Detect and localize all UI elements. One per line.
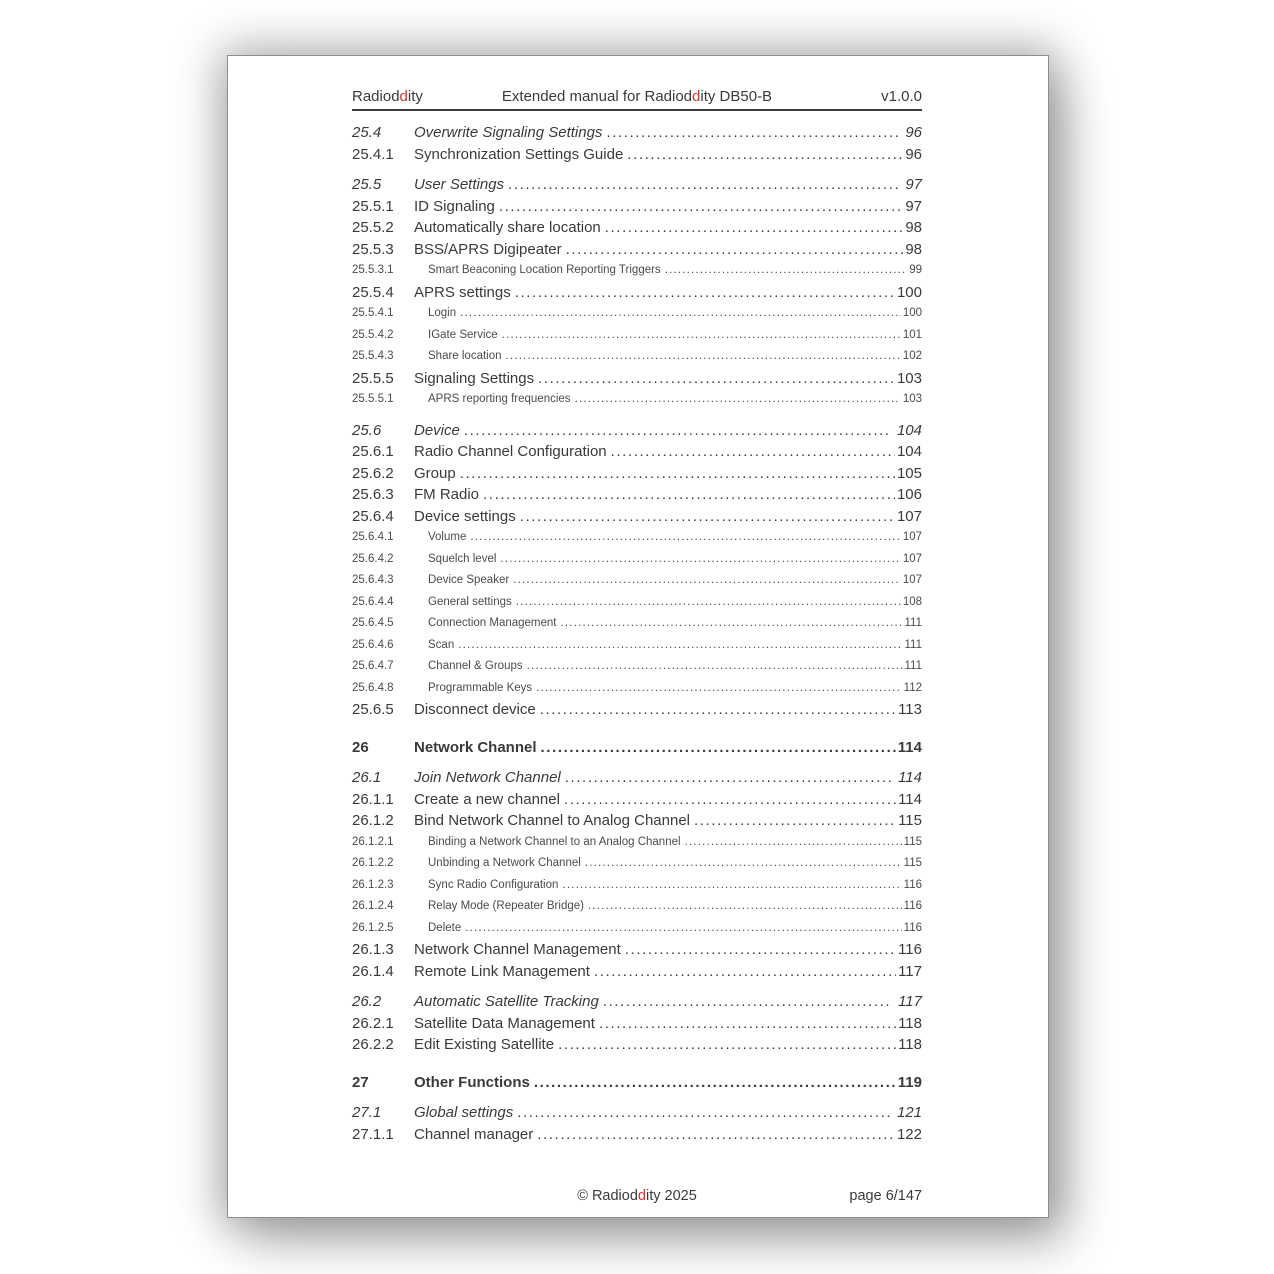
toc-entry-title: Satellite Data Management bbox=[414, 1014, 595, 1032]
toc-entry-number: 25.6.4.4 bbox=[352, 595, 394, 608]
toc-entry-page: 103 bbox=[902, 393, 922, 405]
toc-entry[interactable] bbox=[352, 1124, 922, 1146]
toc-entry-page: 114 bbox=[898, 769, 922, 786]
toc-entry-title: Other Functions bbox=[414, 1073, 530, 1091]
toc-entry-title: IGate Service bbox=[428, 328, 498, 341]
toc-entry-page: 105 bbox=[896, 464, 922, 482]
toc-entry-number: 25.6.4.6 bbox=[352, 638, 394, 651]
toc-entry-title: Login bbox=[428, 307, 457, 319]
toc-entry-title: Remote Link Management bbox=[414, 962, 590, 980]
toc-entry-title: Programmable Keys bbox=[428, 681, 533, 694]
dot-leader bbox=[508, 174, 899, 196]
toc-entry[interactable] bbox=[352, 896, 922, 918]
toc-entry-number: 25.5.4.3 bbox=[352, 350, 394, 362]
toc-entry-page: 115 bbox=[898, 812, 922, 829]
toc-entry-page: 107 bbox=[902, 531, 922, 543]
toc-entry-title: Delete bbox=[428, 921, 462, 934]
toc-entry-page: 104 bbox=[896, 443, 922, 460]
dot-leader bbox=[561, 613, 903, 635]
dot-leader bbox=[575, 389, 901, 411]
toc-entry-number: 25.5.5 bbox=[352, 369, 394, 387]
page-header bbox=[352, 56, 922, 111]
copyright-text bbox=[577, 1187, 697, 1206]
toc-entry-page: 117 bbox=[898, 962, 922, 980]
toc-entry-page: 121 bbox=[896, 1104, 922, 1121]
toc-entry-number: 26.1.1 bbox=[352, 790, 394, 808]
dot-leader bbox=[564, 789, 896, 811]
toc-entry-number: 26.1.3 bbox=[352, 941, 394, 958]
toc-entry-number: 27.1.1 bbox=[352, 1125, 394, 1143]
dot-leader bbox=[558, 1034, 896, 1056]
dot-leader bbox=[565, 767, 892, 789]
toc-entry-title: Unbinding a Network Channel bbox=[428, 857, 581, 869]
dot-leader bbox=[594, 961, 896, 983]
toc-entry-number: 25.6.3 bbox=[352, 486, 394, 503]
dot-leader bbox=[537, 1124, 895, 1146]
dot-leader bbox=[603, 991, 892, 1013]
toc-entry-page: 104 bbox=[896, 421, 922, 439]
toc-entry-title: Automatically share location bbox=[414, 219, 601, 236]
toc-entry-title: Signaling Settings bbox=[414, 369, 535, 387]
toc-entry-title: Share location bbox=[428, 350, 502, 362]
toc-entry[interactable] bbox=[352, 875, 922, 897]
toc-entry[interactable] bbox=[352, 441, 922, 463]
toc-entry-title: Radio Channel Configuration bbox=[414, 443, 607, 460]
toc-entry-number: 25.4 bbox=[352, 124, 382, 141]
dot-leader bbox=[513, 570, 901, 592]
copyright-accent: d bbox=[637, 1188, 646, 1204]
copyright-pre: © Radiod bbox=[577, 1188, 638, 1204]
toc-entry-page: 101 bbox=[902, 328, 922, 341]
toc-entry-title: Automatic Satellite Tracking bbox=[414, 993, 599, 1010]
dot-leader bbox=[625, 939, 896, 961]
dot-leader bbox=[527, 656, 903, 678]
toc-entry-title: Scan bbox=[428, 638, 455, 651]
toc-entry-title: Binding a Network Channel to an Analog Channel bbox=[428, 835, 681, 848]
toc-entry[interactable] bbox=[352, 991, 922, 1013]
toc-entry[interactable] bbox=[352, 592, 922, 614]
toc-entry[interactable] bbox=[352, 832, 922, 854]
toc-entry-page: 115 bbox=[903, 835, 922, 848]
toc-entry[interactable] bbox=[352, 196, 922, 218]
brand-text-post: ity bbox=[407, 88, 423, 105]
toc-entry-number: 25.6 bbox=[352, 421, 382, 439]
toc-entry[interactable] bbox=[352, 939, 922, 961]
toc-entry[interactable] bbox=[352, 368, 922, 390]
dot-leader bbox=[464, 420, 891, 442]
toc-entry[interactable] bbox=[352, 484, 922, 506]
dot-leader bbox=[520, 506, 895, 528]
toc-entry-title: Disconnect device bbox=[414, 701, 536, 718]
toc-entry[interactable] bbox=[352, 656, 922, 678]
dot-leader bbox=[516, 592, 901, 614]
toc-entry-number: 26.1.2.5 bbox=[352, 921, 394, 934]
toc-entry-number: 25.6.4.7 bbox=[352, 660, 394, 672]
toc-entry-title: Edit Existing Satellite bbox=[414, 1036, 555, 1053]
toc-entry-page: 97 bbox=[905, 197, 922, 215]
toc-entry-page: 114 bbox=[897, 738, 922, 756]
page-number-indicator: page 6/147 bbox=[849, 1188, 922, 1204]
toc-entry-title: Device Speaker bbox=[428, 574, 510, 586]
dot-leader bbox=[685, 832, 902, 854]
toc-entry-title: Smart Beaconing Location Reporting Triggers bbox=[428, 264, 661, 276]
toc-entry-page: 111 bbox=[904, 660, 922, 672]
toc-entry[interactable] bbox=[352, 570, 922, 592]
toc-entry-number: 25.5.4.1 bbox=[352, 307, 394, 319]
toc-entry[interactable] bbox=[352, 174, 922, 196]
toc-entry-number: 26.2.2 bbox=[352, 1036, 394, 1053]
toc-entry-number: 26.1.4 bbox=[352, 962, 394, 980]
toc-entry-title: Global settings bbox=[414, 1104, 514, 1121]
toc-entry[interactable] bbox=[352, 217, 922, 239]
toc-entry[interactable] bbox=[352, 810, 922, 832]
toc-entry-page: 100 bbox=[896, 283, 922, 301]
toc-entry[interactable] bbox=[352, 789, 922, 811]
toc-entry-page: 119 bbox=[897, 1073, 922, 1091]
toc-entry-title: User Settings bbox=[414, 176, 505, 193]
toc-entry-number: 25.6.4 bbox=[352, 507, 394, 525]
toc-entry-page: 98 bbox=[905, 240, 922, 258]
toc-entry-title: Volume bbox=[428, 531, 467, 543]
toc-entry-page: 116 bbox=[898, 941, 922, 958]
dot-leader bbox=[460, 463, 895, 485]
toc-entry-number: 25.4.1 bbox=[352, 145, 394, 163]
toc-entry-title: Connection Management bbox=[428, 617, 557, 629]
toc-entry-page: 99 bbox=[909, 264, 922, 276]
toc-entry-title: Relay Mode (Repeater Bridge) bbox=[428, 900, 584, 912]
toc-entry-number: 26.1.2.1 bbox=[352, 835, 394, 848]
dot-leader bbox=[536, 678, 901, 700]
toc-entry[interactable] bbox=[352, 122, 922, 144]
toc-entry-number: 26.1.2.3 bbox=[352, 878, 394, 891]
toc-entry[interactable] bbox=[352, 389, 922, 411]
toc-entry-title: Device settings bbox=[414, 507, 516, 525]
toc-entry-page: 111 bbox=[904, 617, 922, 629]
brand-text-pre: Radiod bbox=[352, 88, 400, 105]
dot-leader bbox=[606, 122, 899, 144]
toc-entry[interactable] bbox=[352, 1013, 922, 1035]
toc-entry[interactable] bbox=[352, 506, 922, 528]
toc-entry-number: 25.6.5 bbox=[352, 701, 394, 718]
dot-leader bbox=[470, 527, 900, 549]
toc-entry[interactable] bbox=[352, 678, 922, 700]
dot-leader bbox=[627, 144, 903, 166]
toc-entry-number: 26 bbox=[352, 738, 369, 756]
dot-leader bbox=[585, 853, 902, 875]
toc-entry-number: 25.6.4.2 bbox=[352, 552, 394, 565]
toc-entry[interactable] bbox=[352, 325, 922, 347]
dot-leader bbox=[515, 282, 895, 304]
toc-entry-title: Device bbox=[414, 421, 460, 439]
toc-entry-title: Network Channel bbox=[414, 738, 537, 756]
toc-entry[interactable] bbox=[352, 239, 922, 261]
dot-leader bbox=[541, 737, 896, 759]
toc-entry-number: 25.6.4.1 bbox=[352, 531, 394, 543]
dot-leader bbox=[499, 196, 903, 218]
toc-entry[interactable] bbox=[352, 918, 922, 940]
toc-entry-number: 26.2 bbox=[352, 993, 382, 1010]
toc-entry-number: 25.5.1 bbox=[352, 197, 394, 215]
toc-entry-title: Group bbox=[414, 464, 456, 482]
toc-entry-page: 103 bbox=[896, 369, 922, 387]
dot-leader bbox=[611, 441, 895, 463]
toc-entry-title: Channel manager bbox=[414, 1125, 534, 1143]
toc-entry-title: Join Network Channel bbox=[414, 769, 561, 786]
toc-entry-page: 122 bbox=[896, 1125, 922, 1143]
toc-entry-title: Overwrite Signaling Settings bbox=[414, 124, 603, 141]
dot-leader bbox=[483, 484, 895, 506]
dot-leader bbox=[506, 346, 901, 368]
toc-entry-number: 25.5.4.2 bbox=[352, 328, 394, 341]
toc-entry[interactable] bbox=[352, 282, 922, 304]
toc-entry-page: 96 bbox=[905, 124, 922, 141]
toc-entry-number: 26.1.2.4 bbox=[352, 900, 394, 912]
toc-entry[interactable] bbox=[352, 1034, 922, 1056]
dot-leader bbox=[588, 896, 902, 918]
toc-entry-number: 27.1 bbox=[352, 1104, 382, 1121]
toc-entry-page: 116 bbox=[903, 900, 922, 912]
toc-entry[interactable] bbox=[352, 853, 922, 875]
toc-entry-title: APRS reporting frequencies bbox=[428, 393, 571, 405]
dot-leader bbox=[665, 260, 908, 282]
toc-entry-title: BSS/APRS Digipeater bbox=[414, 240, 562, 258]
toc-entry-title: Sync Radio Configuration bbox=[428, 878, 559, 891]
dot-leader bbox=[562, 875, 901, 897]
toc-entry[interactable] bbox=[352, 1072, 922, 1094]
dot-leader bbox=[566, 239, 904, 261]
toc-entry-title: Bind Network Channel to Analog Channel bbox=[414, 812, 691, 829]
copyright-post: ity 2025 bbox=[645, 1188, 697, 1204]
toc-entry-page: 112 bbox=[903, 681, 922, 694]
toc-entry-title: General settings bbox=[428, 595, 512, 608]
toc-entry-title: ID Signaling bbox=[414, 197, 495, 215]
toc-entry-number: 27 bbox=[352, 1073, 369, 1091]
toc-entry[interactable] bbox=[352, 767, 922, 789]
toc-entry-page: 107 bbox=[902, 574, 922, 586]
toc-entry-number: 25.5.3.1 bbox=[352, 264, 394, 276]
toc-list bbox=[352, 111, 922, 1145]
toc-entry-page: 98 bbox=[905, 219, 922, 236]
toc-entry-title: Synchronization Settings Guide bbox=[414, 145, 624, 163]
toc-entry-title: APRS settings bbox=[414, 283, 511, 301]
version-label: v1.0.0 bbox=[881, 88, 922, 105]
toc-entry-number: 25.6.1 bbox=[352, 443, 394, 460]
toc-entry[interactable] bbox=[352, 527, 922, 549]
toc-entry-number: 25.6.4.5 bbox=[352, 617, 394, 629]
toc-entry-page: 118 bbox=[898, 1036, 922, 1053]
toc-entry-number: 25.5.4 bbox=[352, 283, 394, 301]
dot-leader bbox=[517, 1102, 891, 1124]
dot-leader bbox=[502, 325, 901, 347]
toc-entry-page: 115 bbox=[903, 857, 922, 869]
toc-entry[interactable] bbox=[352, 346, 922, 368]
toc-entry-page: 116 bbox=[903, 921, 922, 934]
toc-entry-title: Channel & Groups bbox=[428, 660, 523, 672]
toc-entry-number: 26.1.2 bbox=[352, 812, 394, 829]
dot-leader bbox=[538, 368, 895, 390]
document-page bbox=[227, 55, 1049, 1218]
toc-entry-page: 111 bbox=[904, 638, 922, 651]
toc-entry-number: 25.6.2 bbox=[352, 464, 394, 482]
toc-entry[interactable] bbox=[352, 961, 922, 983]
toc-entry-title: Create a new channel bbox=[414, 790, 560, 808]
toc-entry[interactable] bbox=[352, 635, 922, 657]
toc-entry[interactable] bbox=[352, 699, 922, 721]
document-title bbox=[352, 87, 922, 106]
toc-entry-number: 25.5.5.1 bbox=[352, 393, 394, 405]
toc-entry-title: Network Channel Management bbox=[414, 941, 621, 958]
toc-entry-number: 25.5.2 bbox=[352, 219, 394, 236]
toc-entry[interactable] bbox=[352, 144, 922, 166]
toc-entry-number: 26.1.2.2 bbox=[352, 857, 394, 869]
toc-entry-page: 107 bbox=[896, 507, 922, 525]
toc-entry-page: 108 bbox=[902, 595, 922, 608]
toc-entry[interactable] bbox=[352, 737, 922, 759]
toc-entry[interactable] bbox=[352, 260, 922, 282]
toc-entry[interactable] bbox=[352, 303, 922, 325]
toc-entry-page: 96 bbox=[905, 145, 922, 163]
dot-leader bbox=[694, 810, 896, 832]
dot-leader bbox=[599, 1013, 896, 1035]
toc-entry[interactable] bbox=[352, 549, 922, 571]
toc-entry-page: 100 bbox=[902, 307, 922, 319]
toc-entry-page: 107 bbox=[902, 552, 922, 565]
dot-leader bbox=[540, 699, 896, 721]
document-title-accent: d bbox=[692, 88, 701, 105]
toc-entry-title: FM Radio bbox=[414, 486, 480, 503]
toc-entry-page: 116 bbox=[903, 878, 922, 891]
toc-entry-page: 118 bbox=[898, 1014, 922, 1032]
toc-entry[interactable] bbox=[352, 420, 922, 442]
toc-entry-page: 106 bbox=[896, 486, 922, 503]
toc-entry-page: 117 bbox=[898, 993, 922, 1010]
toc-entry-number: 25.6.4.8 bbox=[352, 681, 394, 694]
toc-entry-page: 114 bbox=[898, 790, 922, 808]
dot-leader bbox=[500, 549, 900, 571]
toc-entry-page: 113 bbox=[898, 701, 922, 718]
toc-entry[interactable] bbox=[352, 463, 922, 485]
toc-entry-number: 26.1 bbox=[352, 769, 382, 786]
brand-text-accent: d bbox=[399, 88, 408, 105]
toc-entry-number: 25.5.3 bbox=[352, 240, 394, 258]
document-title-pre: Extended manual for Radiod bbox=[501, 88, 693, 105]
toc-entry-page: 102 bbox=[902, 350, 922, 362]
dot-leader bbox=[534, 1072, 896, 1094]
toc-entry-number: 26.2.1 bbox=[352, 1014, 394, 1032]
toc-entry-title: Squelch level bbox=[428, 552, 497, 565]
dot-leader bbox=[605, 217, 904, 239]
dot-leader bbox=[458, 635, 902, 657]
toc-entry[interactable] bbox=[352, 613, 922, 635]
toc-entry-number: 25.5 bbox=[352, 176, 382, 193]
toc-entry[interactable] bbox=[352, 1102, 922, 1124]
document-title-post: ity DB50-B bbox=[700, 88, 773, 105]
dot-leader bbox=[460, 303, 901, 325]
toc-entry-page: 97 bbox=[905, 176, 922, 193]
toc-entry-number: 25.6.4.3 bbox=[352, 574, 394, 586]
dot-leader bbox=[465, 918, 901, 940]
